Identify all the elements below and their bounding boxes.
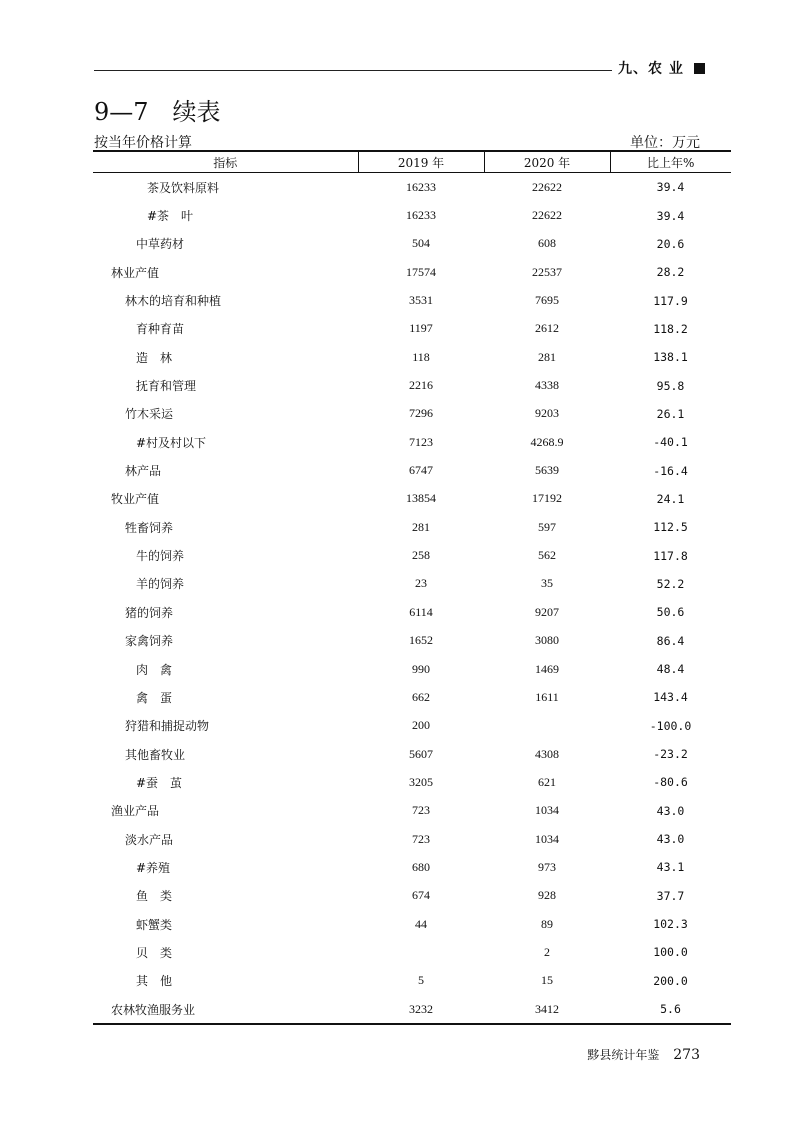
change-pct-cell: 43.0 (656, 803, 685, 818)
value-2019-cell: 7123 (409, 434, 433, 449)
column-header-change: 比上年% (610, 151, 731, 173)
table-row (93, 768, 731, 796)
row-indicator-cell: 肉 禽 (136, 662, 173, 677)
value-2020-cell: 621 (538, 774, 556, 789)
row-indicator-cell: 淡水产品 (125, 832, 174, 847)
table-row (93, 740, 731, 768)
value-2019-cell: 674 (412, 888, 430, 903)
table-row (93, 343, 731, 371)
table-row (93, 598, 731, 626)
table-row (93, 627, 731, 655)
change-pct-cell: 20.6 (656, 236, 685, 251)
change-pct-cell: -80.6 (653, 775, 688, 790)
change-pct-cell: -100.0 (649, 718, 692, 733)
value-2020-cell: 3080 (535, 633, 559, 648)
change-pct-cell: 143.4 (653, 690, 688, 705)
row-indicator-cell: 牲畜饲养 (125, 520, 174, 535)
change-pct-cell: 200.0 (653, 973, 688, 988)
value-2019-cell: 504 (412, 236, 430, 251)
row-indicator-cell: 其他畜牧业 (125, 747, 186, 762)
table-row (93, 825, 731, 853)
value-2019-cell: 3531 (409, 293, 433, 308)
row-indicator-cell: #养殖 (136, 860, 171, 875)
table-row (93, 683, 731, 711)
header-rule (94, 70, 612, 71)
value-2020-cell: 15 (541, 973, 553, 988)
value-2020-cell: 281 (538, 349, 556, 364)
table-row (93, 173, 731, 202)
table-row (93, 428, 731, 456)
chapter-label: 九、农 业 (618, 61, 684, 77)
value-2019-cell: 3232 (358, 995, 484, 1024)
change-pct-cell: 100.0 (653, 945, 688, 960)
value-2019-cell: 662 (412, 689, 430, 704)
change-pct-cell: 112.5 (653, 520, 688, 535)
row-indicator-cell: 虾蟹类 (136, 917, 173, 932)
table-row (93, 910, 731, 938)
value-2020-cell: 608 (538, 236, 556, 251)
row-indicator-cell: 牧业产值 (111, 492, 160, 507)
yearbook-name: 黟县统计年鉴 (587, 1048, 660, 1062)
row-indicator-cell: 其 他 (136, 974, 173, 989)
square-icon (694, 63, 705, 74)
value-2019-cell: 723 (412, 831, 430, 846)
change-pct-cell: 39.4 (656, 208, 685, 223)
row-indicator-cell: #茶 叶 (147, 209, 194, 224)
change-pct-cell: 48.4 (656, 662, 685, 677)
column-header-indicator: 指标 (93, 151, 358, 173)
row-indicator-cell: 贝 类 (136, 945, 173, 960)
column-header-2020: 2020 年 (484, 151, 610, 173)
value-2020-cell: 2612 (535, 321, 559, 336)
row-indicator-cell: 羊的饲养 (136, 577, 185, 592)
table-row (93, 967, 731, 995)
value-2020-cell: 928 (538, 888, 556, 903)
page-footer (0, 1046, 700, 1063)
value-2019-cell: 16233 (406, 208, 436, 223)
change-pct-cell: 118.2 (653, 321, 688, 336)
value-2020-cell: 973 (538, 859, 556, 874)
row-indicator-cell: 禽 蛋 (136, 690, 173, 705)
value-2019-cell: 258 (412, 548, 430, 563)
chapter-heading (618, 58, 705, 78)
change-pct-cell: -40.1 (653, 435, 688, 450)
value-2019-cell: 6747 (409, 463, 433, 478)
value-2020-cell: 9203 (535, 406, 559, 421)
change-pct-cell: 26.1 (656, 406, 685, 421)
table-row (93, 882, 731, 910)
value-2020-cell: 22537 (532, 264, 562, 279)
value-2019-cell: 7296 (409, 406, 433, 421)
row-indicator-cell: 家禽饲养 (125, 634, 174, 649)
value-2020-cell: 1034 (535, 803, 559, 818)
table-row (93, 853, 731, 881)
value-2020-cell: 4308 (535, 746, 559, 761)
row-indicator-cell: 造 林 (136, 350, 173, 365)
value-2019-cell: 6114 (409, 604, 433, 619)
change-pct-cell: 28.2 (656, 265, 685, 280)
value-2019-cell: 723 (412, 803, 430, 818)
row-indicator-cell: 牛的饲养 (136, 549, 185, 564)
value-2019-cell: 2216 (409, 378, 433, 393)
table-row (93, 456, 731, 484)
row-indicator-cell: 农林牧渔服务业 (93, 995, 358, 1024)
change-pct-cell: 43.0 (656, 832, 685, 847)
value-2020-cell: 562 (538, 548, 556, 563)
value-2020-cell: 1034 (535, 831, 559, 846)
table-row (93, 712, 731, 740)
change-pct-cell: -16.4 (653, 463, 688, 478)
value-2020-cell: 1611 (535, 689, 559, 704)
value-2019-cell (358, 938, 484, 966)
value-2020-cell: 17192 (532, 491, 562, 506)
value-2019-cell: 5607 (409, 746, 433, 761)
page-number: 273 (673, 1047, 700, 1063)
table-row (93, 201, 731, 229)
value-2019-cell: 3205 (409, 774, 433, 789)
value-2019-cell: 44 (415, 916, 427, 931)
row-indicator-cell: 渔业产品 (111, 804, 160, 819)
change-pct-cell: 39.4 (656, 180, 685, 195)
table-row (93, 230, 731, 258)
value-2019-cell: 1197 (409, 321, 433, 336)
value-2019-cell: 118 (412, 349, 430, 364)
value-2019-cell: 16233 (406, 179, 436, 194)
value-2020-cell: 3412 (484, 995, 610, 1024)
table-header-row (93, 151, 731, 173)
value-2020-cell: 4338 (535, 378, 559, 393)
row-indicator-cell: 猪的饲养 (125, 605, 174, 620)
change-pct-cell: 102.3 (653, 917, 688, 932)
value-2020-cell: 7695 (535, 293, 559, 308)
change-pct-cell: 24.1 (656, 491, 685, 506)
value-2019-cell: 990 (412, 661, 430, 676)
row-indicator-cell: 育种育苗 (136, 322, 185, 337)
change-pct-cell: 138.1 (653, 350, 688, 365)
value-2020-cell: 9207 (535, 604, 559, 619)
change-pct-cell: 37.7 (656, 888, 685, 903)
table-row (93, 258, 731, 286)
value-2020-cell: 22622 (532, 179, 562, 194)
change-pct-cell: -23.2 (653, 747, 688, 762)
value-2019-cell: 17574 (406, 264, 436, 279)
data-table (93, 150, 731, 1025)
value-2019-cell: 13854 (406, 491, 436, 506)
column-header-2019: 2019 年 (358, 151, 484, 173)
value-2019-cell: 680 (412, 859, 430, 874)
row-indicator-cell: #村及村以下 (136, 435, 207, 450)
table-row (93, 315, 731, 343)
value-2020-cell: 4268.9 (530, 434, 564, 449)
value-2020-cell: 89 (541, 916, 553, 931)
change-pct-cell: 117.9 (653, 293, 688, 308)
change-pct-cell: 5.6 (610, 995, 731, 1024)
row-indicator-cell: 林业产值 (111, 265, 160, 280)
row-indicator-cell: 林产品 (125, 464, 162, 479)
table-row (93, 400, 731, 428)
value-2020-cell (484, 712, 610, 740)
unit-note: 单位：万元 (630, 135, 700, 151)
row-indicator-cell: 林木的培育和种植 (125, 294, 222, 309)
value-2019-cell: 23 (415, 576, 427, 591)
value-2019-cell: 281 (412, 519, 430, 534)
value-2020-cell: 597 (538, 519, 556, 534)
change-pct-cell: 86.4 (656, 633, 685, 648)
row-indicator-cell: 茶及饮料原料 (147, 180, 220, 195)
change-pct-cell: 117.8 (653, 548, 688, 563)
table-row (93, 371, 731, 399)
value-2020-cell: 2 (544, 944, 550, 959)
page-title: 9—7 续表 (94, 98, 221, 126)
value-2019-cell: 5 (418, 973, 424, 988)
value-2020-cell: 5639 (535, 463, 559, 478)
value-2019-cell: 1652 (409, 633, 433, 648)
table-row (93, 995, 731, 1024)
value-2020-cell: 1469 (535, 661, 559, 676)
change-pct-cell: 50.6 (656, 605, 685, 620)
value-2019-cell: 200 (412, 718, 430, 733)
row-indicator-cell: 鱼 类 (136, 889, 173, 904)
change-pct-cell: 43.1 (656, 860, 685, 875)
value-2020-cell: 35 (541, 576, 553, 591)
row-indicator-cell: 狩猎和捕捉动物 (125, 719, 210, 734)
table-row (93, 570, 731, 598)
row-indicator-cell: 竹木采运 (125, 407, 174, 422)
table-row (93, 541, 731, 569)
table-row (93, 485, 731, 513)
change-pct-cell: 52.2 (656, 576, 685, 591)
row-indicator-cell: 中草药材 (136, 237, 185, 252)
row-indicator-cell: #蚕 茧 (136, 775, 183, 790)
row-indicator-cell: 抚育和管理 (136, 379, 197, 394)
change-pct-cell: 95.8 (656, 378, 685, 393)
value-2020-cell: 22622 (532, 208, 562, 223)
table-row (93, 286, 731, 314)
table-row (93, 513, 731, 541)
table-row (93, 938, 731, 966)
price-basis-note: 按当年价格计算 (94, 135, 192, 151)
table-row (93, 797, 731, 825)
table-row (93, 655, 731, 683)
